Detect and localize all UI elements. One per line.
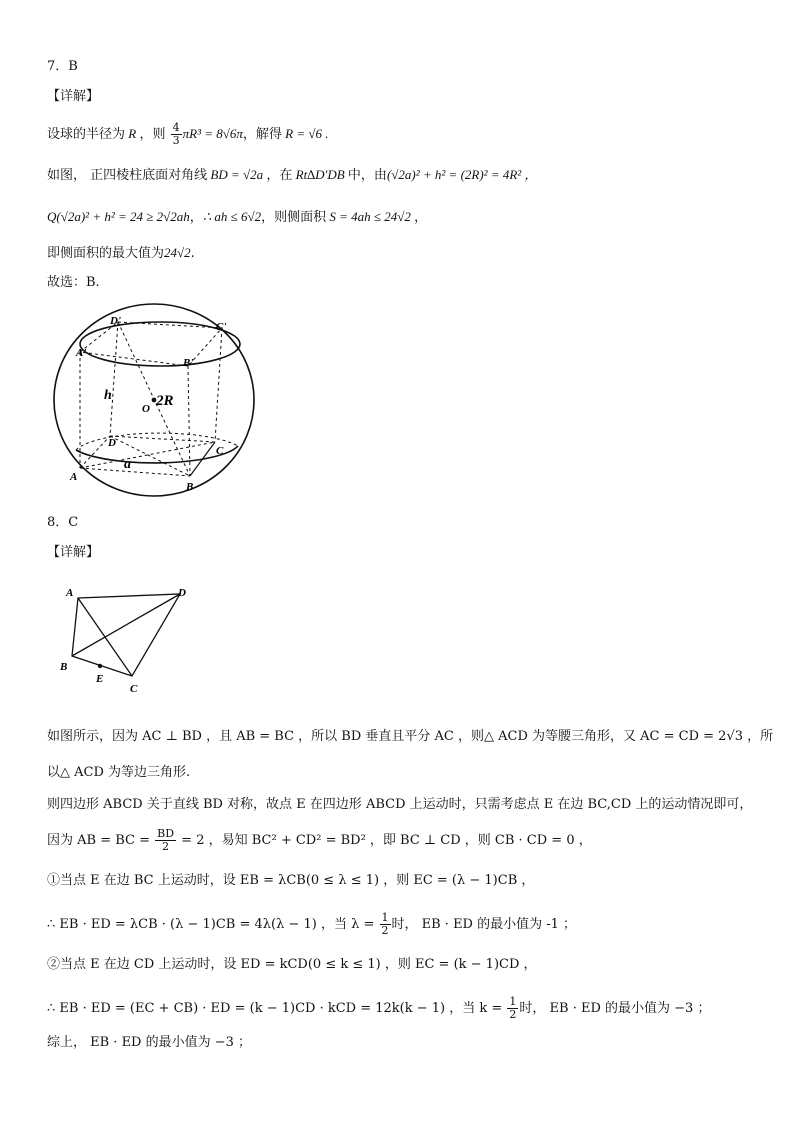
q7-line4: 即侧面积的最大值为24√2.: [47, 245, 195, 261]
diagonal-BD: [72, 594, 180, 656]
label-D: D: [178, 587, 186, 599]
q7-line1: 设球的半径为 R ，则 $\frac{4}{3}$ πR³ = 8√6π，解得 R = √6 .: [47, 121, 329, 147]
label-C: C: [216, 445, 224, 457]
quad-outline: [72, 594, 180, 676]
label-D: D: [108, 437, 116, 449]
bottom-ellipse-front: [76, 446, 238, 463]
q8-para2: 以△ ACD 为等边三角形.: [47, 765, 191, 780]
sphere-prism-figure: [50, 300, 270, 500]
q8-case2-a: ②当点 E 在边 CD 上运动时，设 ED = kCD(0 ≤ k ≤ 1) ，则 EC = (k − 1)CD ，: [47, 957, 537, 972]
q7-header: 7．B: [47, 59, 78, 74]
label-E: E: [96, 673, 104, 685]
label-B: B: [186, 481, 194, 493]
q8-para1: 如图所示，因为 AC ⊥ BD ，且 AB = BC ，所以 BD 垂直且平分 AC ，则△ ACD 为等腰三角形，又 AC = CD = 2√3 ，所: [47, 729, 774, 744]
label-Bp: B': [183, 357, 194, 369]
q8-para4: 因为 AB = BC = $\frac{BD}{2}$ = 2 ，易知 BC² + CD² = BD² ，即 BC ⊥ CD ，则 CB · CD = 0 ，: [47, 827, 592, 853]
label-a: a: [124, 457, 131, 472]
q8-para3: 则四边形 ABCD 关于直线 BD 对称，故点 E 在四边形 ABCD 上运动时，只需考虑点 E 在边 BC,CD 上的运动情况即可，: [47, 797, 753, 812]
label-A: A: [70, 471, 78, 483]
q7-detail-label: 【详解】: [47, 89, 100, 104]
label-C: C: [130, 683, 138, 695]
label-A: A: [66, 587, 74, 599]
q7-conclusion: 故选：B.: [47, 275, 100, 290]
q8-case2-b: ∴ EB · ED = (EC + CB) · ED = (k − 1)CD · kCD = 12k(k − 1) ，当 k = $\frac{1}{2}$ 时， EB · ED 的最小值为 −3 ；: [47, 995, 711, 1021]
label-Cp: C': [216, 321, 227, 333]
label-Dp: D': [110, 315, 121, 327]
q8-case1-a: ①当点 E 在边 BC 上运动时，设 EB = λCB(0 ≤ λ ≤ 1) ，则 EC = (λ − 1)CB ，: [47, 873, 535, 888]
label-h: h: [104, 388, 112, 403]
q8-summary: 综上， EB · ED 的最小值为 −3 ；: [47, 1035, 252, 1050]
quadrilateral-figure: [60, 584, 200, 696]
q8-case1-b: ∴ EB · ED = λCB · (λ − 1)CB = 4λ(λ − 1) ，当 λ = $\frac{1}{2}$ 时， EB · ED 的最小值为 -1 ；: [47, 911, 577, 937]
label-Ap: A': [76, 347, 87, 359]
q7-line2: 如图， 正四棱柱底面对角线 BD = √2a ，在 Rt∆D'DB 中，由(√2a)² + h² = (2R)² = 4R² ，: [47, 167, 538, 183]
label-O: O: [142, 403, 150, 415]
point-E: [98, 664, 102, 668]
label-2R: 2R: [156, 393, 174, 409]
q7-line3: Q(√2a)² + h² = 24 ≥ 2√2ah，∴ ah ≤ 6√2，则侧面积 S = 4ah ≤ 24√2 ，: [47, 209, 428, 225]
q8-detail-label: 【详解】: [47, 545, 100, 560]
q8-header: 8．C: [47, 515, 79, 530]
label-B: B: [60, 661, 68, 673]
